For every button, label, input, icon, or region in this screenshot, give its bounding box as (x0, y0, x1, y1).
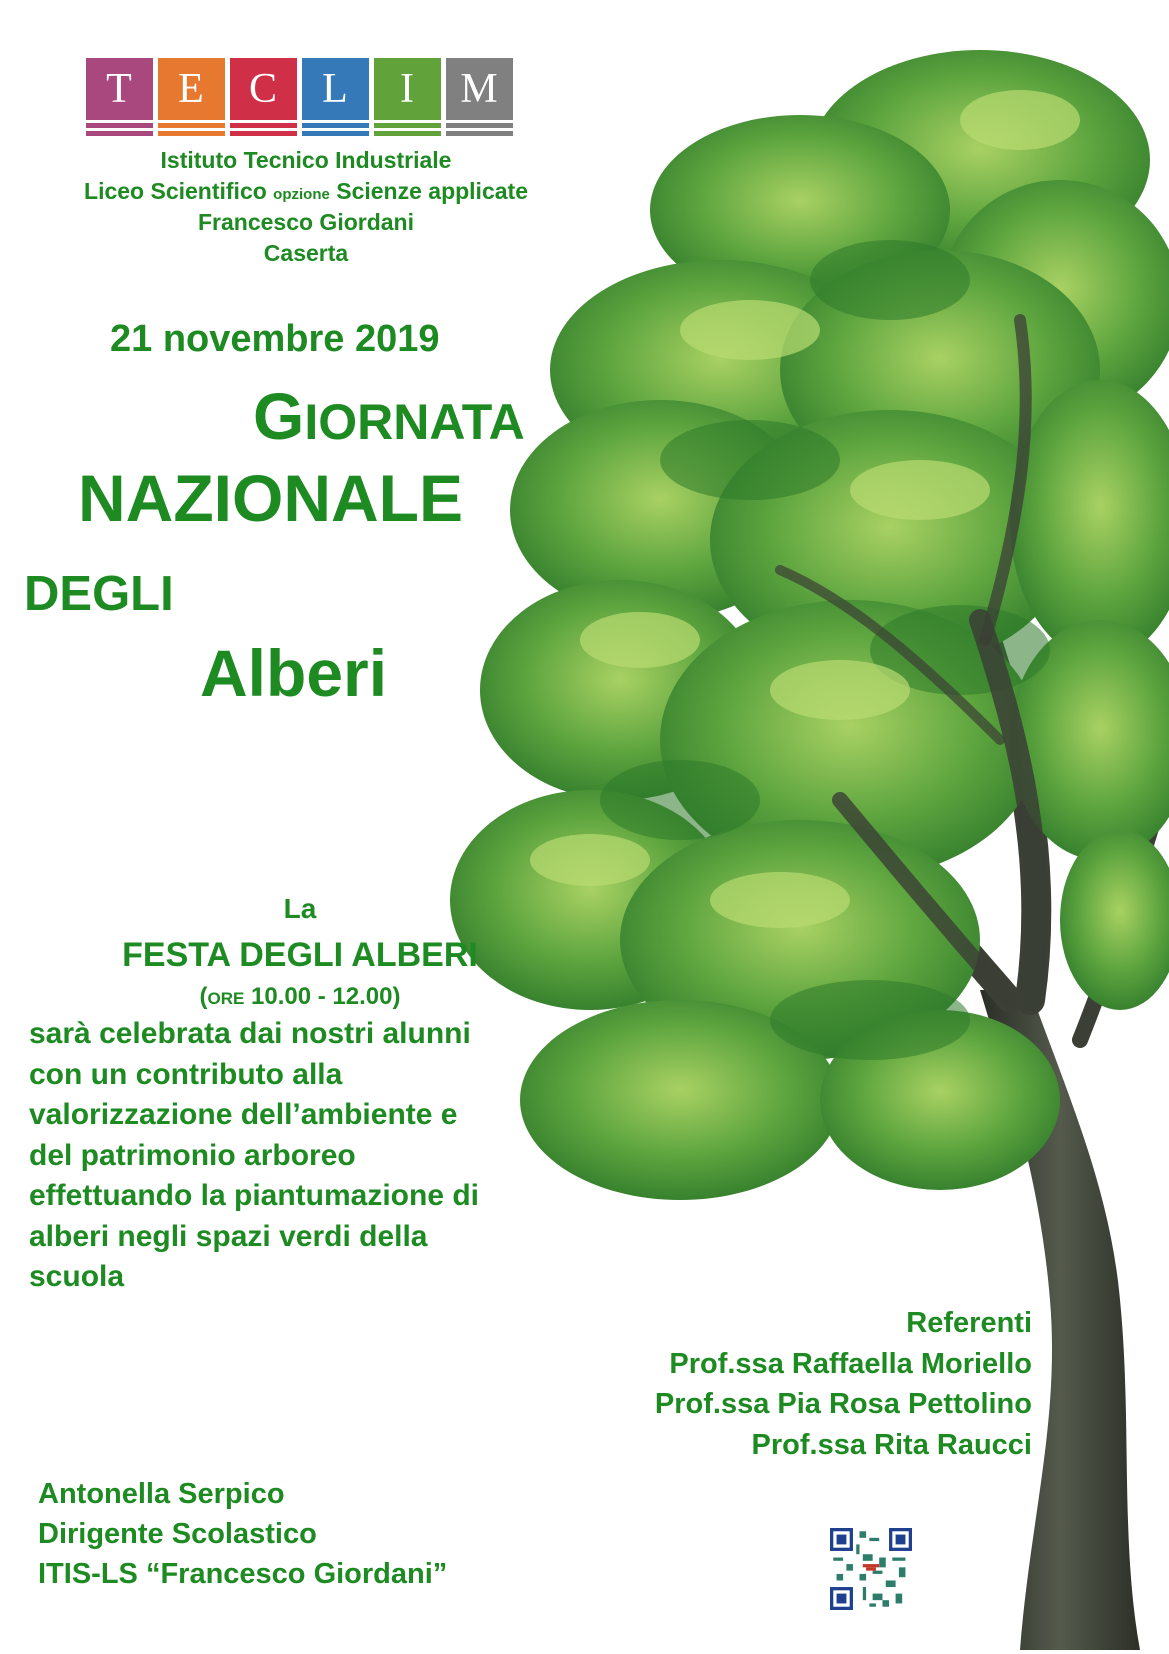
logo-tile-e: E (158, 58, 225, 120)
festa-line: scuola (29, 1260, 125, 1293)
logo-underline (374, 131, 441, 136)
festa-description (29, 1014, 589, 1298)
referente-name: Prof.ssa Pia Rosa Pettolino (654, 1388, 1032, 1420)
logo-underline (230, 123, 297, 128)
logo-underline (374, 123, 441, 128)
title-giornata (253, 378, 525, 454)
festa-time-ore: ORE (207, 989, 245, 1008)
qr-code[interactable] (830, 1528, 912, 1610)
referente-name: Prof.ssa Rita Raucci (751, 1428, 1032, 1461)
title-alberi: Alberi (200, 636, 388, 710)
festa-line: alberi negli spazi verdi della (29, 1219, 428, 1253)
logo-underline (230, 131, 297, 136)
festa-line: del patrimonio arboreo (29, 1138, 356, 1172)
school-name-line1: Istituto Tecnico Industriale (160, 147, 452, 173)
festa-line: con un contributo alla (29, 1057, 343, 1091)
logo-underline (158, 131, 225, 136)
festa-line: sarà celebrata dai nostri alunni (29, 1017, 471, 1050)
logo-underline (86, 131, 153, 136)
referente-name: Prof.ssa Raffaella Moriello (669, 1347, 1032, 1380)
signature-school: ITIS-LS “Francesco Giordani” (38, 1558, 448, 1590)
title-giornata-cap: G (253, 379, 305, 453)
signature-role: Dirigente Scolastico (38, 1518, 317, 1550)
logo-underline (302, 123, 369, 128)
logo-underline (86, 123, 153, 128)
school-name-line2 (0, 176, 612, 210)
school-name-line3: Francesco Giordani (197, 209, 414, 235)
logo-tile-i: I (374, 58, 441, 120)
title-degli: DEGLI (24, 567, 174, 621)
festa-time (0, 983, 600, 1011)
teclim-logo (86, 58, 526, 140)
logo-underline (446, 123, 513, 128)
logo-underline (446, 131, 513, 136)
festa-time-open: ( (199, 983, 208, 1010)
school-city: Caserta (263, 240, 349, 266)
logo-underline (158, 123, 225, 128)
festa-time-range: 10.00 - 12.00) (244, 983, 401, 1010)
festa-title: FESTA DEGLI ALBERI (122, 936, 478, 974)
referenti-block (655, 1303, 1032, 1465)
school-line2-b: Scienze applicate (329, 178, 528, 204)
logo-tile-m: M (446, 58, 513, 120)
logo-tile-c: C (230, 58, 297, 120)
logo-underline (302, 131, 369, 136)
signature-name: Antonella Serpico (38, 1478, 285, 1510)
event-date: 21 novembre 2019 (110, 318, 440, 360)
referenti-heading: Referenti (906, 1307, 1032, 1339)
school-line2-a: Liceo Scientifico (84, 178, 274, 204)
logo-tile-l: L (302, 58, 369, 120)
title-giornata-rest: IORNATA (304, 394, 525, 450)
festa-la: La (283, 893, 317, 924)
signature-block (38, 1474, 447, 1594)
logo-tile-t: T (86, 58, 153, 120)
festa-line: effettuando la piantumazione di (29, 1179, 480, 1212)
school-line2-opzione: opzione (273, 186, 330, 203)
title-nazionale: NAZIONALE (78, 461, 463, 535)
festa-line: valorizzazione dell’ambiente e (29, 1098, 458, 1131)
